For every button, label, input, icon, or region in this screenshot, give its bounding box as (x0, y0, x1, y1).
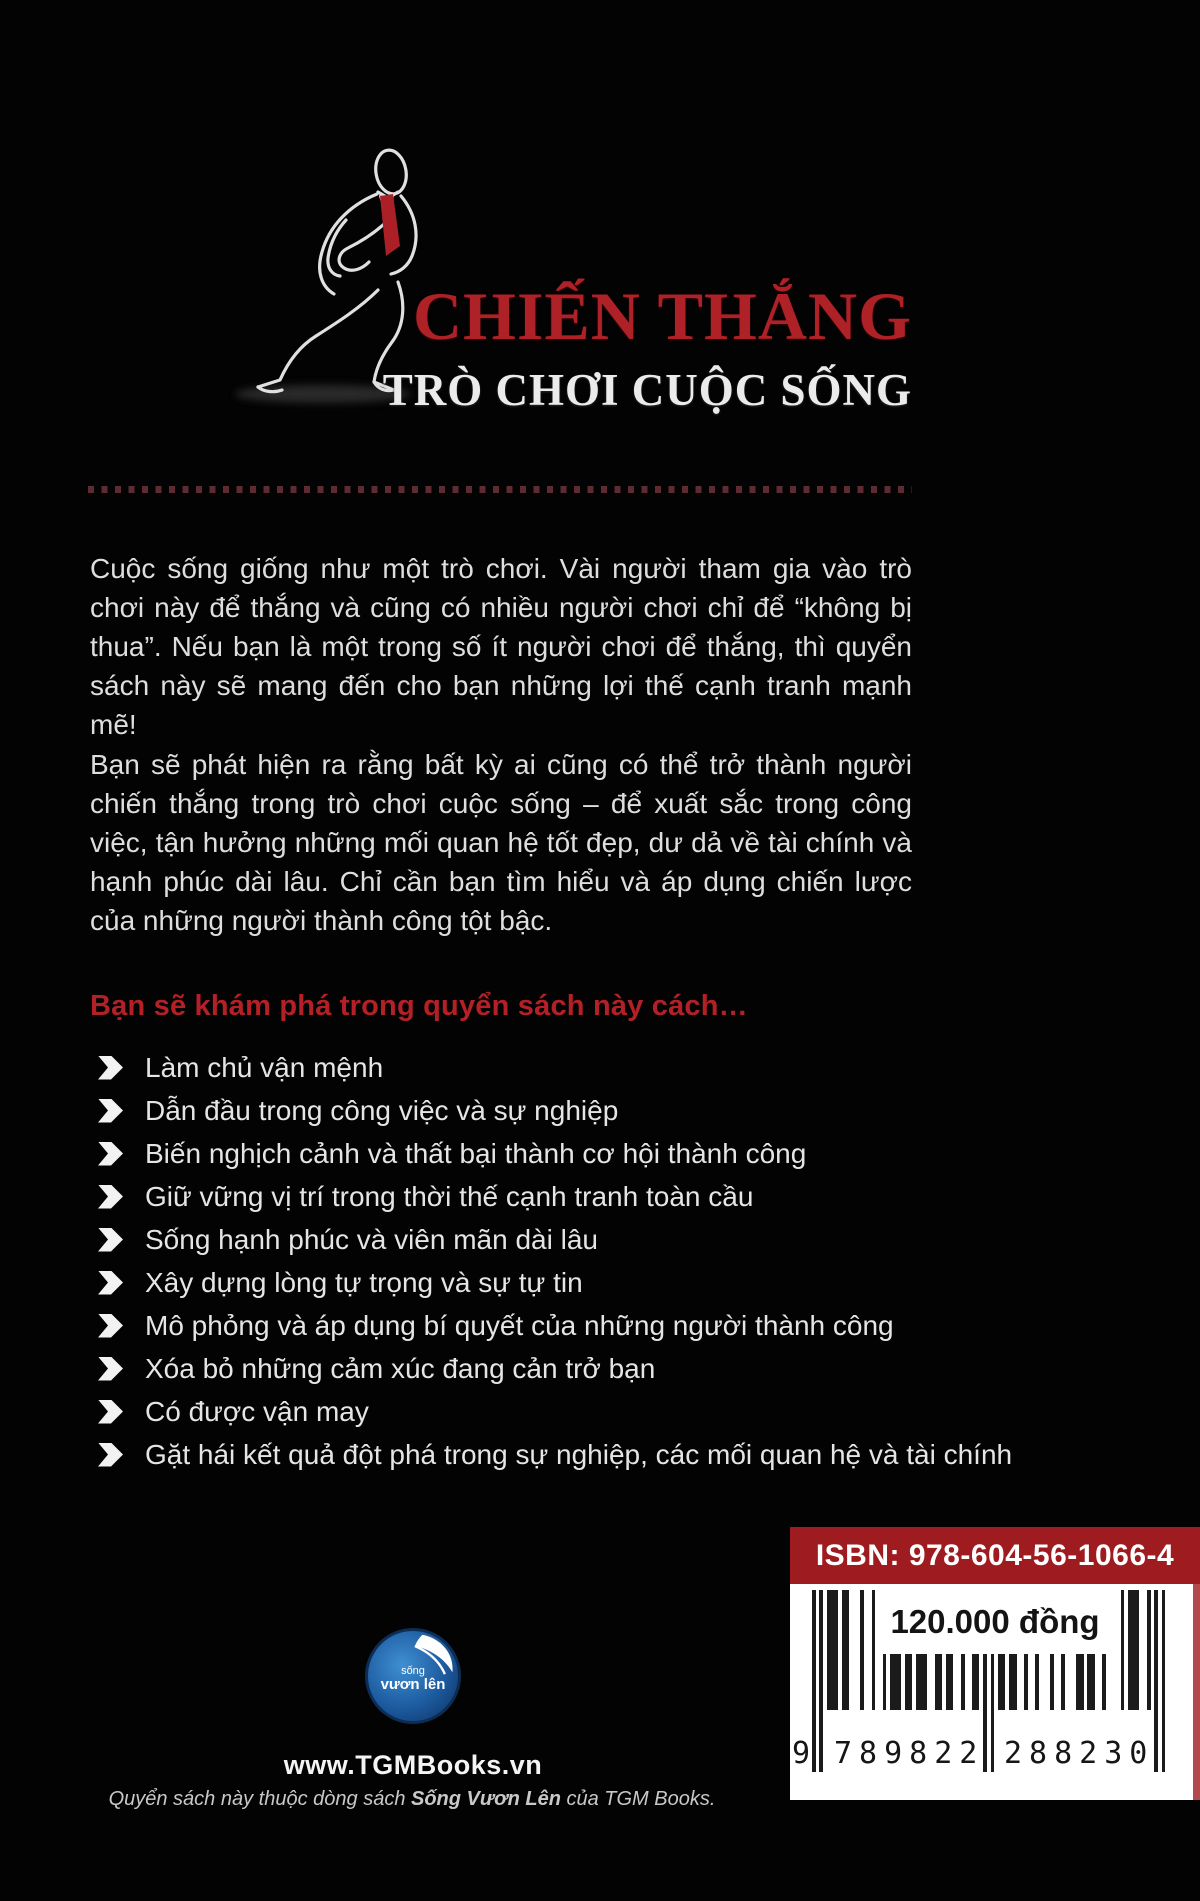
book-subtitle: TRÒ CHƠI CUỘC SỐNG (382, 365, 912, 415)
discover-list (98, 1046, 1013, 1476)
list-item-text: Làm chủ vận mệnh (145, 1051, 384, 1083)
price-text: 120.000 đồng (890, 1603, 1100, 1640)
red-tie (380, 194, 400, 256)
arrow-bullet-icon (98, 1142, 123, 1166)
arrow-bullet-icon (98, 1443, 123, 1467)
list-item-text: Dẫn đầu trong công việc và sự nghiệp (145, 1094, 619, 1126)
intro-paragraph-2: Bạn sẽ phát hiện ra rằng bất kỳ ai cũng có thể trở thành người chiến thắng trong trò chơi cuộc sống – để xuất sắc trong công việc, tận hưởng những mối quan hệ tốt đẹp, dư dả về tài chính và hạnh phúc dài lâu. Chỉ cần bạn tìm hiểu và áp dụng chiến lược của những người thành công tột bậc. (90, 749, 912, 936)
price-box (876, 1590, 1114, 1654)
list-item (98, 1175, 998, 1218)
barcode-digit-group1: 789822 (834, 1736, 985, 1771)
barcode-bar (1154, 1590, 1158, 1772)
series-note-bold: Sống Vươn Lên (411, 1788, 561, 1810)
list-item-text: Xóa bỏ những cảm xúc đang cản trở bạn (145, 1352, 656, 1384)
song-vuon-len-logo (365, 1628, 461, 1724)
list-item (98, 1046, 998, 1089)
list-item (98, 1261, 998, 1304)
arrow-bullet-icon (98, 1228, 123, 1252)
logo-line1: sống (401, 1665, 425, 1677)
list-item-text: Giữ vững vị trí trong thời thế cạnh tranh toàn cầu (145, 1180, 754, 1212)
arrow-bullet-icon (98, 1271, 123, 1295)
barcode-panel (790, 1584, 1193, 1800)
arrow-bullet-icon (98, 1056, 123, 1080)
barcode-bar (1162, 1590, 1166, 1772)
isbn-banner (790, 1527, 1200, 1584)
arrow-bullet-icon (98, 1099, 123, 1123)
barcode-bar (1128, 1590, 1139, 1710)
series-note-suffix: của TGM Books. (560, 1788, 716, 1810)
series-note-prefix: Quyển sách này thuộc dòng sách (108, 1788, 411, 1810)
list-item-text: Sống hạnh phúc và viên mãn dài lâu (145, 1223, 598, 1255)
barcode-bar (1121, 1590, 1125, 1710)
series-note (40, 1788, 784, 1811)
list-item (98, 1390, 998, 1433)
arrow-bullet-icon (98, 1185, 123, 1209)
dotted-separator (88, 486, 912, 493)
list-item (98, 1132, 998, 1175)
list-item (98, 1089, 998, 1132)
barcode-bar (827, 1590, 838, 1710)
arrow-bullet-icon (98, 1400, 123, 1424)
barcode-bar (872, 1590, 876, 1710)
intro-paragraph-1: Cuộc sống giống như một trò chơi. Vài người tham gia vào trò chơi này để thắng và cũng có nhiều người chơi chỉ để “không bị thua”. Nếu bạn là một trong số ít người chơi để thắng, thì quyển sách này sẽ mang đến cho bạn những lợi thế cạnh tranh mạnh mẽ! (90, 553, 912, 740)
logo-line2: vươn lên (380, 1676, 446, 1694)
barcode-bar (860, 1590, 864, 1710)
list-item-text: Có được vận may (145, 1395, 369, 1427)
list-item-text: Mô phỏng và áp dụng bí quyết của những người thành công (145, 1309, 894, 1341)
list-heading: Bạn sẽ khám phá trong quyển sách này cách… (90, 990, 748, 1022)
arrow-bullet-icon (98, 1314, 123, 1338)
list-item (98, 1433, 1013, 1476)
arrow-bullet-icon (98, 1357, 123, 1381)
list-item-text: Gặt hái kết quả đột phá trong sự nghiệp, các mối quan hệ và tài chính (145, 1438, 1013, 1470)
website-text: www.TGMBooks.vn (283, 1750, 543, 1780)
book-title: CHIẾN THẮNG (412, 278, 912, 354)
logo-text (368, 1665, 458, 1694)
isbn-text: ISBN: 978-604-56-1066-4 (815, 1538, 1175, 1572)
list-item-text: Biến nghịch cảnh và thất bại thành cơ hội thành công (145, 1137, 807, 1169)
barcode-bar (819, 1590, 823, 1772)
barcode-bar (842, 1590, 849, 1710)
barcode-digit-group2: 288230 (1004, 1736, 1155, 1771)
barcode-bar (1147, 1590, 1151, 1710)
list-item-text: Xây dựng lòng tự trọng và sự tự tin (145, 1266, 583, 1298)
barcode-edge-stripe (1193, 1584, 1200, 1800)
list-item (98, 1218, 998, 1261)
list-item (98, 1347, 998, 1390)
barcode-digit-first: 9 (792, 1736, 818, 1771)
title-block (200, 278, 912, 416)
list-item (98, 1304, 998, 1347)
